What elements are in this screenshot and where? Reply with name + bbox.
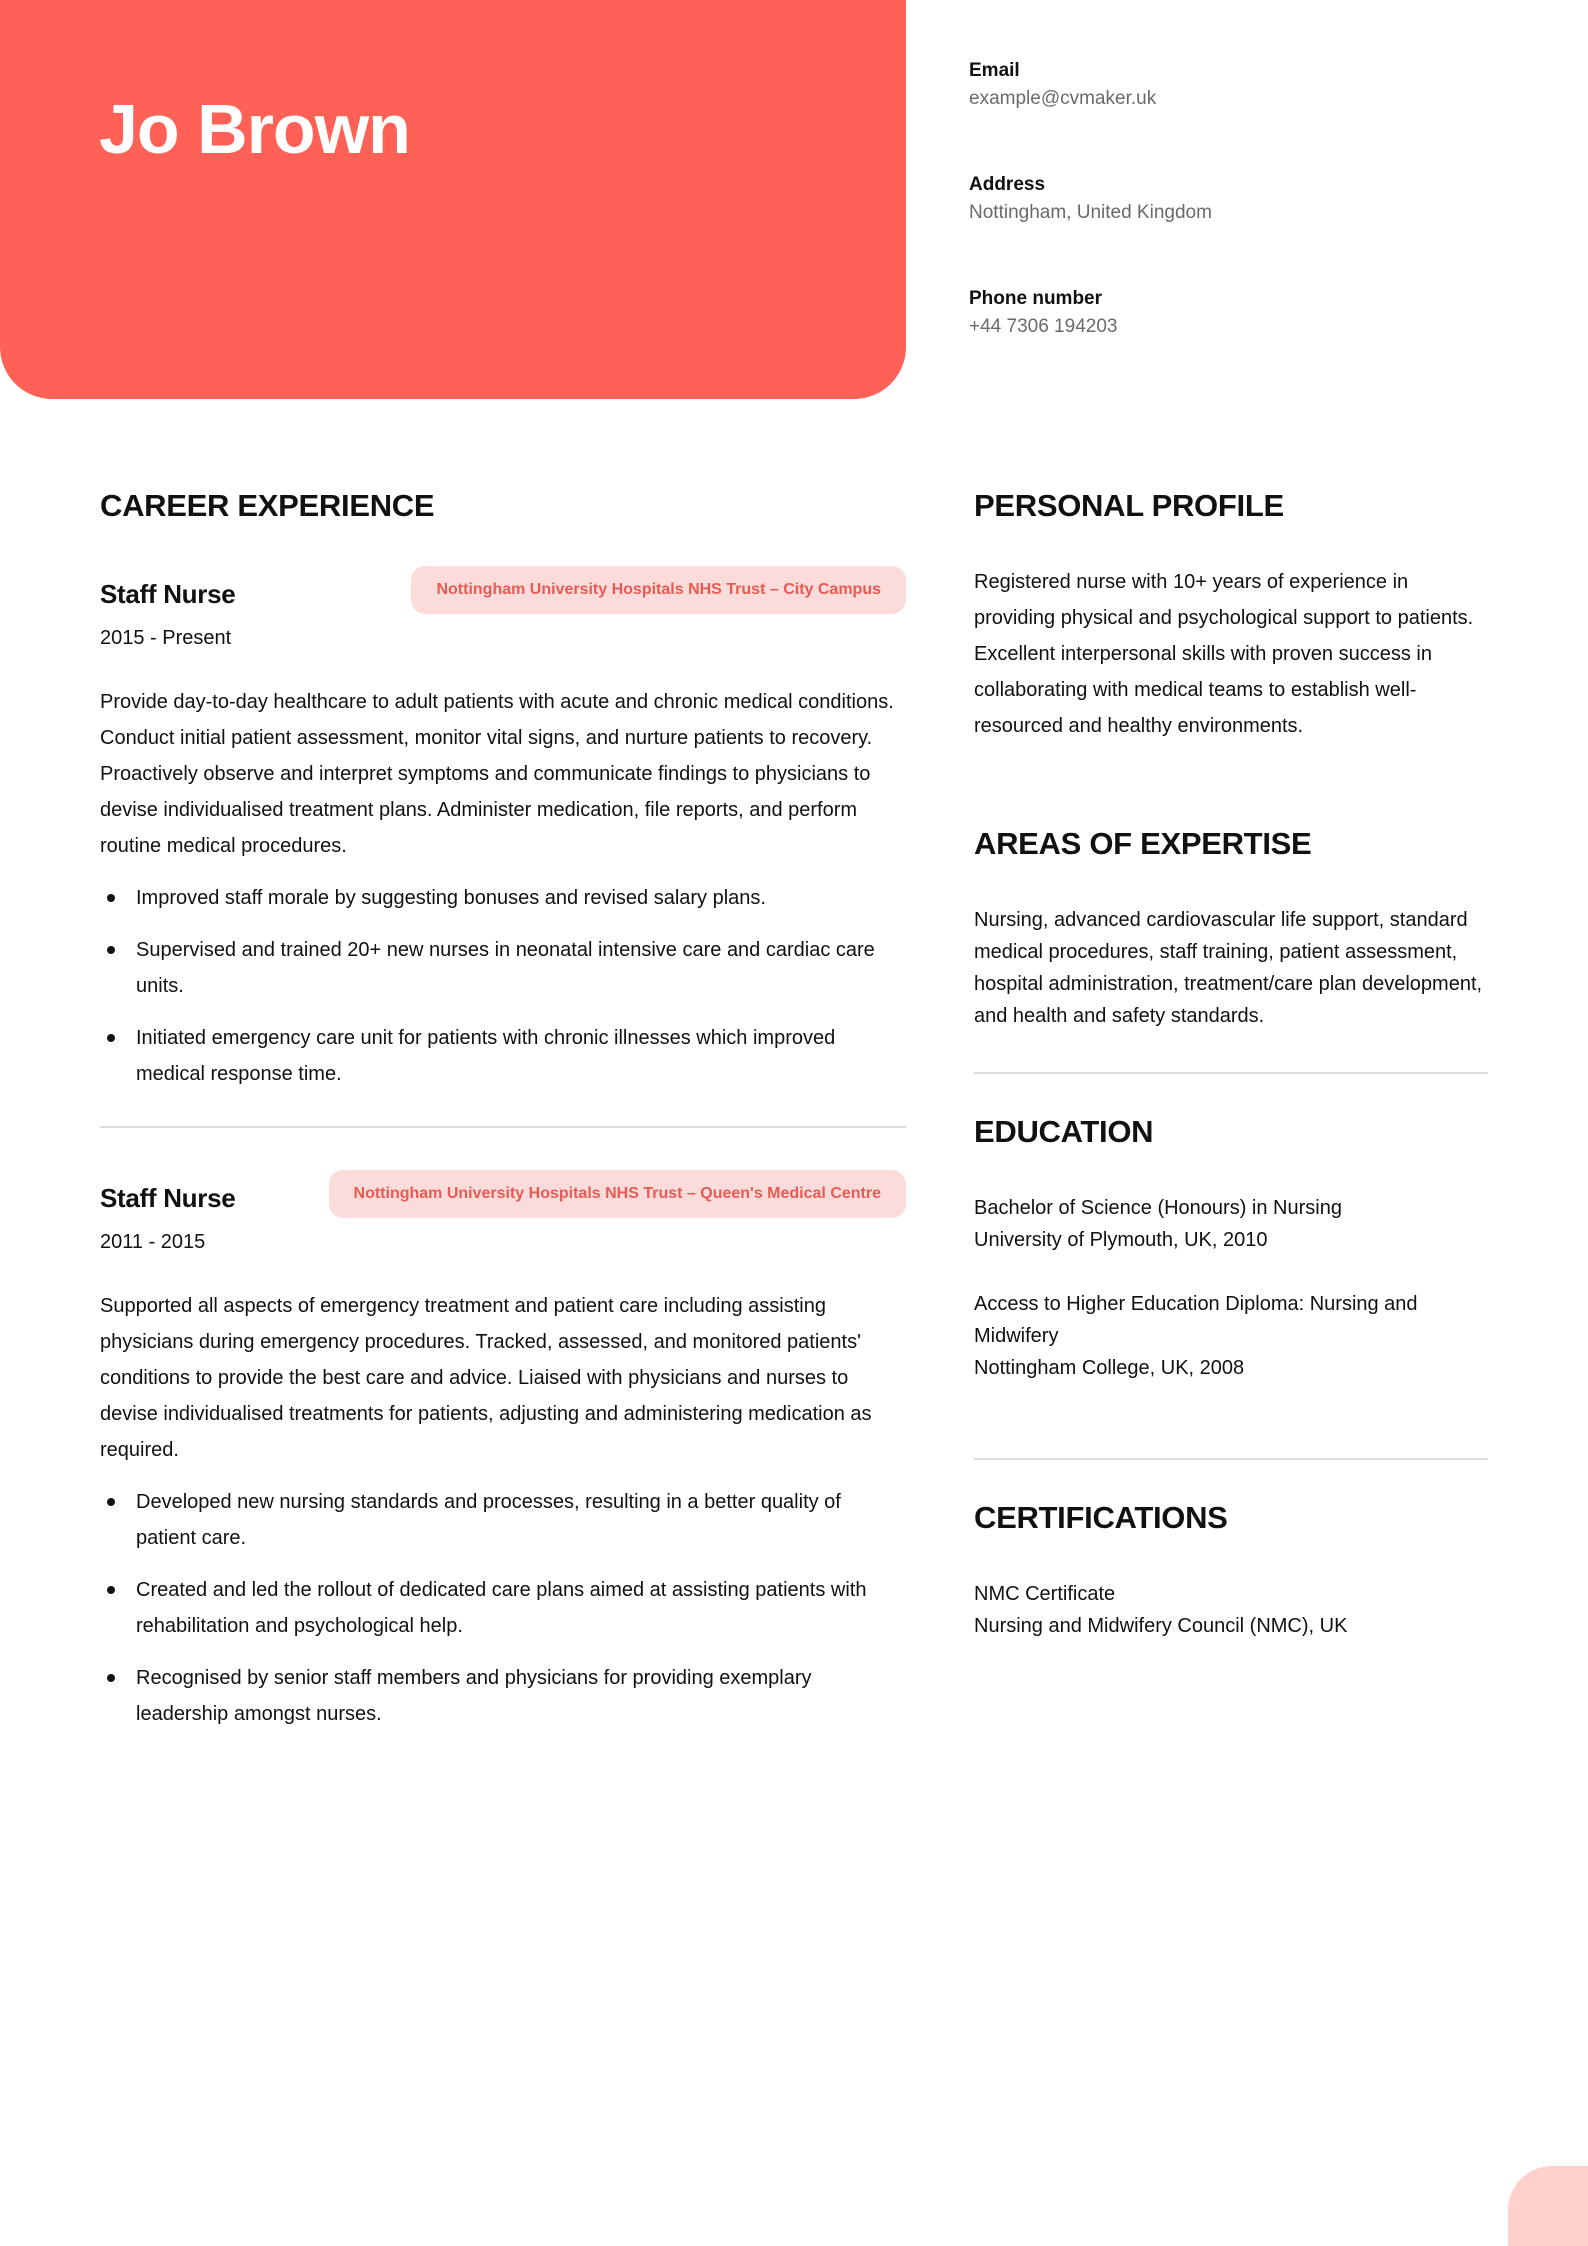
section-title-profile: PERSONAL PROFILE bbox=[974, 488, 1284, 523]
contact-phone bbox=[969, 286, 1529, 400]
section-divider bbox=[974, 1458, 1488, 1460]
achievement-text: Initiated emergency care unit for patients with chronic illnesses which improved medical response time. bbox=[136, 1027, 836, 1085]
section-title-expertise: AREAS OF EXPERTISE bbox=[974, 826, 1312, 861]
profile-text: Registered nurse with 10+ years of experience in providing physical and psychological support to patients. Excellent interpersonal skills with proven success in collaborating with medical teams to establish well-resourced and healthy environments. bbox=[974, 571, 1474, 737]
phone-value[interactable]: +44 7306 194203 bbox=[969, 316, 1118, 337]
job-dates: 2011 - 2015 bbox=[100, 1231, 206, 1253]
sidebar-column bbox=[974, 484, 1488, 1642]
institution: University of Plymouth, UK, 2010 bbox=[974, 1229, 1268, 1251]
job-header bbox=[100, 566, 906, 626]
candidate-name: Jo Brown bbox=[99, 90, 410, 168]
certificate-name: NMC Certificate bbox=[974, 1583, 1116, 1605]
email-value[interactable]: example@cvmaker.uk bbox=[969, 88, 1157, 109]
section-title-education: EDUCATION bbox=[974, 1114, 1154, 1149]
achievement-item bbox=[100, 1484, 906, 1556]
achievement-item bbox=[100, 880, 906, 916]
achievement-text: Developed new nursing standards and processes, resulting in a better quality of patient care. bbox=[136, 1491, 841, 1549]
education-entry bbox=[974, 1288, 1488, 1384]
achievement-list bbox=[100, 880, 906, 1092]
header-banner bbox=[0, 0, 906, 399]
employer-badge: Nottingham University Hospitals NHS Trust – Queen's Medical Centre bbox=[329, 1170, 906, 1218]
job-title: Staff Nurse bbox=[100, 579, 236, 609]
section-title-career: CAREER EXPERIENCE bbox=[100, 488, 435, 523]
achievement-text: Improved staff morale by suggesting bonuses and revised salary plans. bbox=[136, 887, 766, 909]
job-dates: 2015 - Present bbox=[100, 627, 232, 649]
address-value: Nottingham, United Kingdom bbox=[969, 202, 1212, 223]
achievement-item bbox=[100, 1660, 906, 1732]
contact-label: Phone number bbox=[969, 288, 1103, 309]
achievement-text: Supervised and trained 20+ new nurses in neonatal intensive care and cardiac care units. bbox=[136, 939, 875, 997]
education-section bbox=[974, 1110, 1488, 1384]
achievement-item bbox=[100, 932, 906, 1004]
section-divider bbox=[100, 1126, 906, 1128]
achievement-item bbox=[100, 1572, 906, 1644]
education-list bbox=[974, 1192, 1488, 1384]
bullet-icon bbox=[107, 1498, 115, 1506]
expertise-section bbox=[974, 822, 1488, 1032]
bullet-icon bbox=[107, 946, 115, 954]
corner-decoration bbox=[1508, 2166, 1588, 2246]
job-entry bbox=[100, 1170, 906, 1732]
contact-details bbox=[969, 58, 1529, 400]
achievement-item bbox=[100, 1020, 906, 1092]
job-entry bbox=[100, 566, 906, 1092]
contact-email bbox=[969, 58, 1529, 172]
achievement-text: Created and led the rollout of dedicated care plans aimed at assisting patients with rehabilitation and psychological help. bbox=[136, 1579, 867, 1637]
section-divider bbox=[974, 1072, 1488, 1074]
achievement-list bbox=[100, 1484, 906, 1732]
bullet-icon bbox=[107, 1034, 115, 1042]
career-experience-section bbox=[100, 484, 906, 1748]
certification-entry bbox=[974, 1578, 1488, 1642]
job-description: Provide day-to-day healthcare to adult patients with acute and chronic medical conditions. Conduct initial patient assessment, monitor vital signs, and nurture patients to recovery. Proactively observe and interpret symptoms and communicate findings to physicians to devise individualised treatment plans. Administer medication, file reports, and perform routine medical procedures. bbox=[100, 691, 894, 857]
institution: Nottingham College, UK, 2008 bbox=[974, 1357, 1245, 1379]
contact-address bbox=[969, 172, 1529, 286]
bullet-icon bbox=[107, 1674, 115, 1682]
expertise-text: Nursing, advanced cardiovascular life support, standard medical procedures, staff training, patient assessment, hospital administration, treatment/care plan development, and health and safety standards. bbox=[974, 909, 1483, 1027]
employer-badge: Nottingham University Hospitals NHS Trust – City Campus bbox=[411, 566, 906, 614]
personal-profile-section bbox=[974, 484, 1488, 744]
certifications-section bbox=[974, 1496, 1488, 1642]
job-description: Supported all aspects of emergency treatment and patient care including assisting physicians during emergency procedures. Tracked, assessed, and monitored patients' conditions to provide the best care and advice. Liaised with physicians and nurses to devise individualised treatments for patients, adjusting and administering medication as required. bbox=[100, 1295, 872, 1461]
contact-label: Email bbox=[969, 60, 1020, 81]
contact-label: Address bbox=[969, 174, 1046, 195]
bullet-icon bbox=[107, 1586, 115, 1594]
section-title-certifications: CERTIFICATIONS bbox=[974, 1500, 1228, 1535]
degree: Access to Higher Education Diploma: Nursing and Midwifery bbox=[974, 1293, 1418, 1347]
job-title: Staff Nurse bbox=[100, 1183, 236, 1213]
bullet-icon bbox=[107, 894, 115, 902]
education-entry bbox=[974, 1192, 1488, 1256]
achievement-text: Recognised by senior staff members and physicians for providing exemplary leadership amongst nurses. bbox=[136, 1667, 812, 1725]
job-header bbox=[100, 1170, 906, 1230]
certificate-issuer: Nursing and Midwifery Council (NMC), UK bbox=[974, 1615, 1348, 1637]
degree: Bachelor of Science (Honours) in Nursing bbox=[974, 1197, 1342, 1219]
